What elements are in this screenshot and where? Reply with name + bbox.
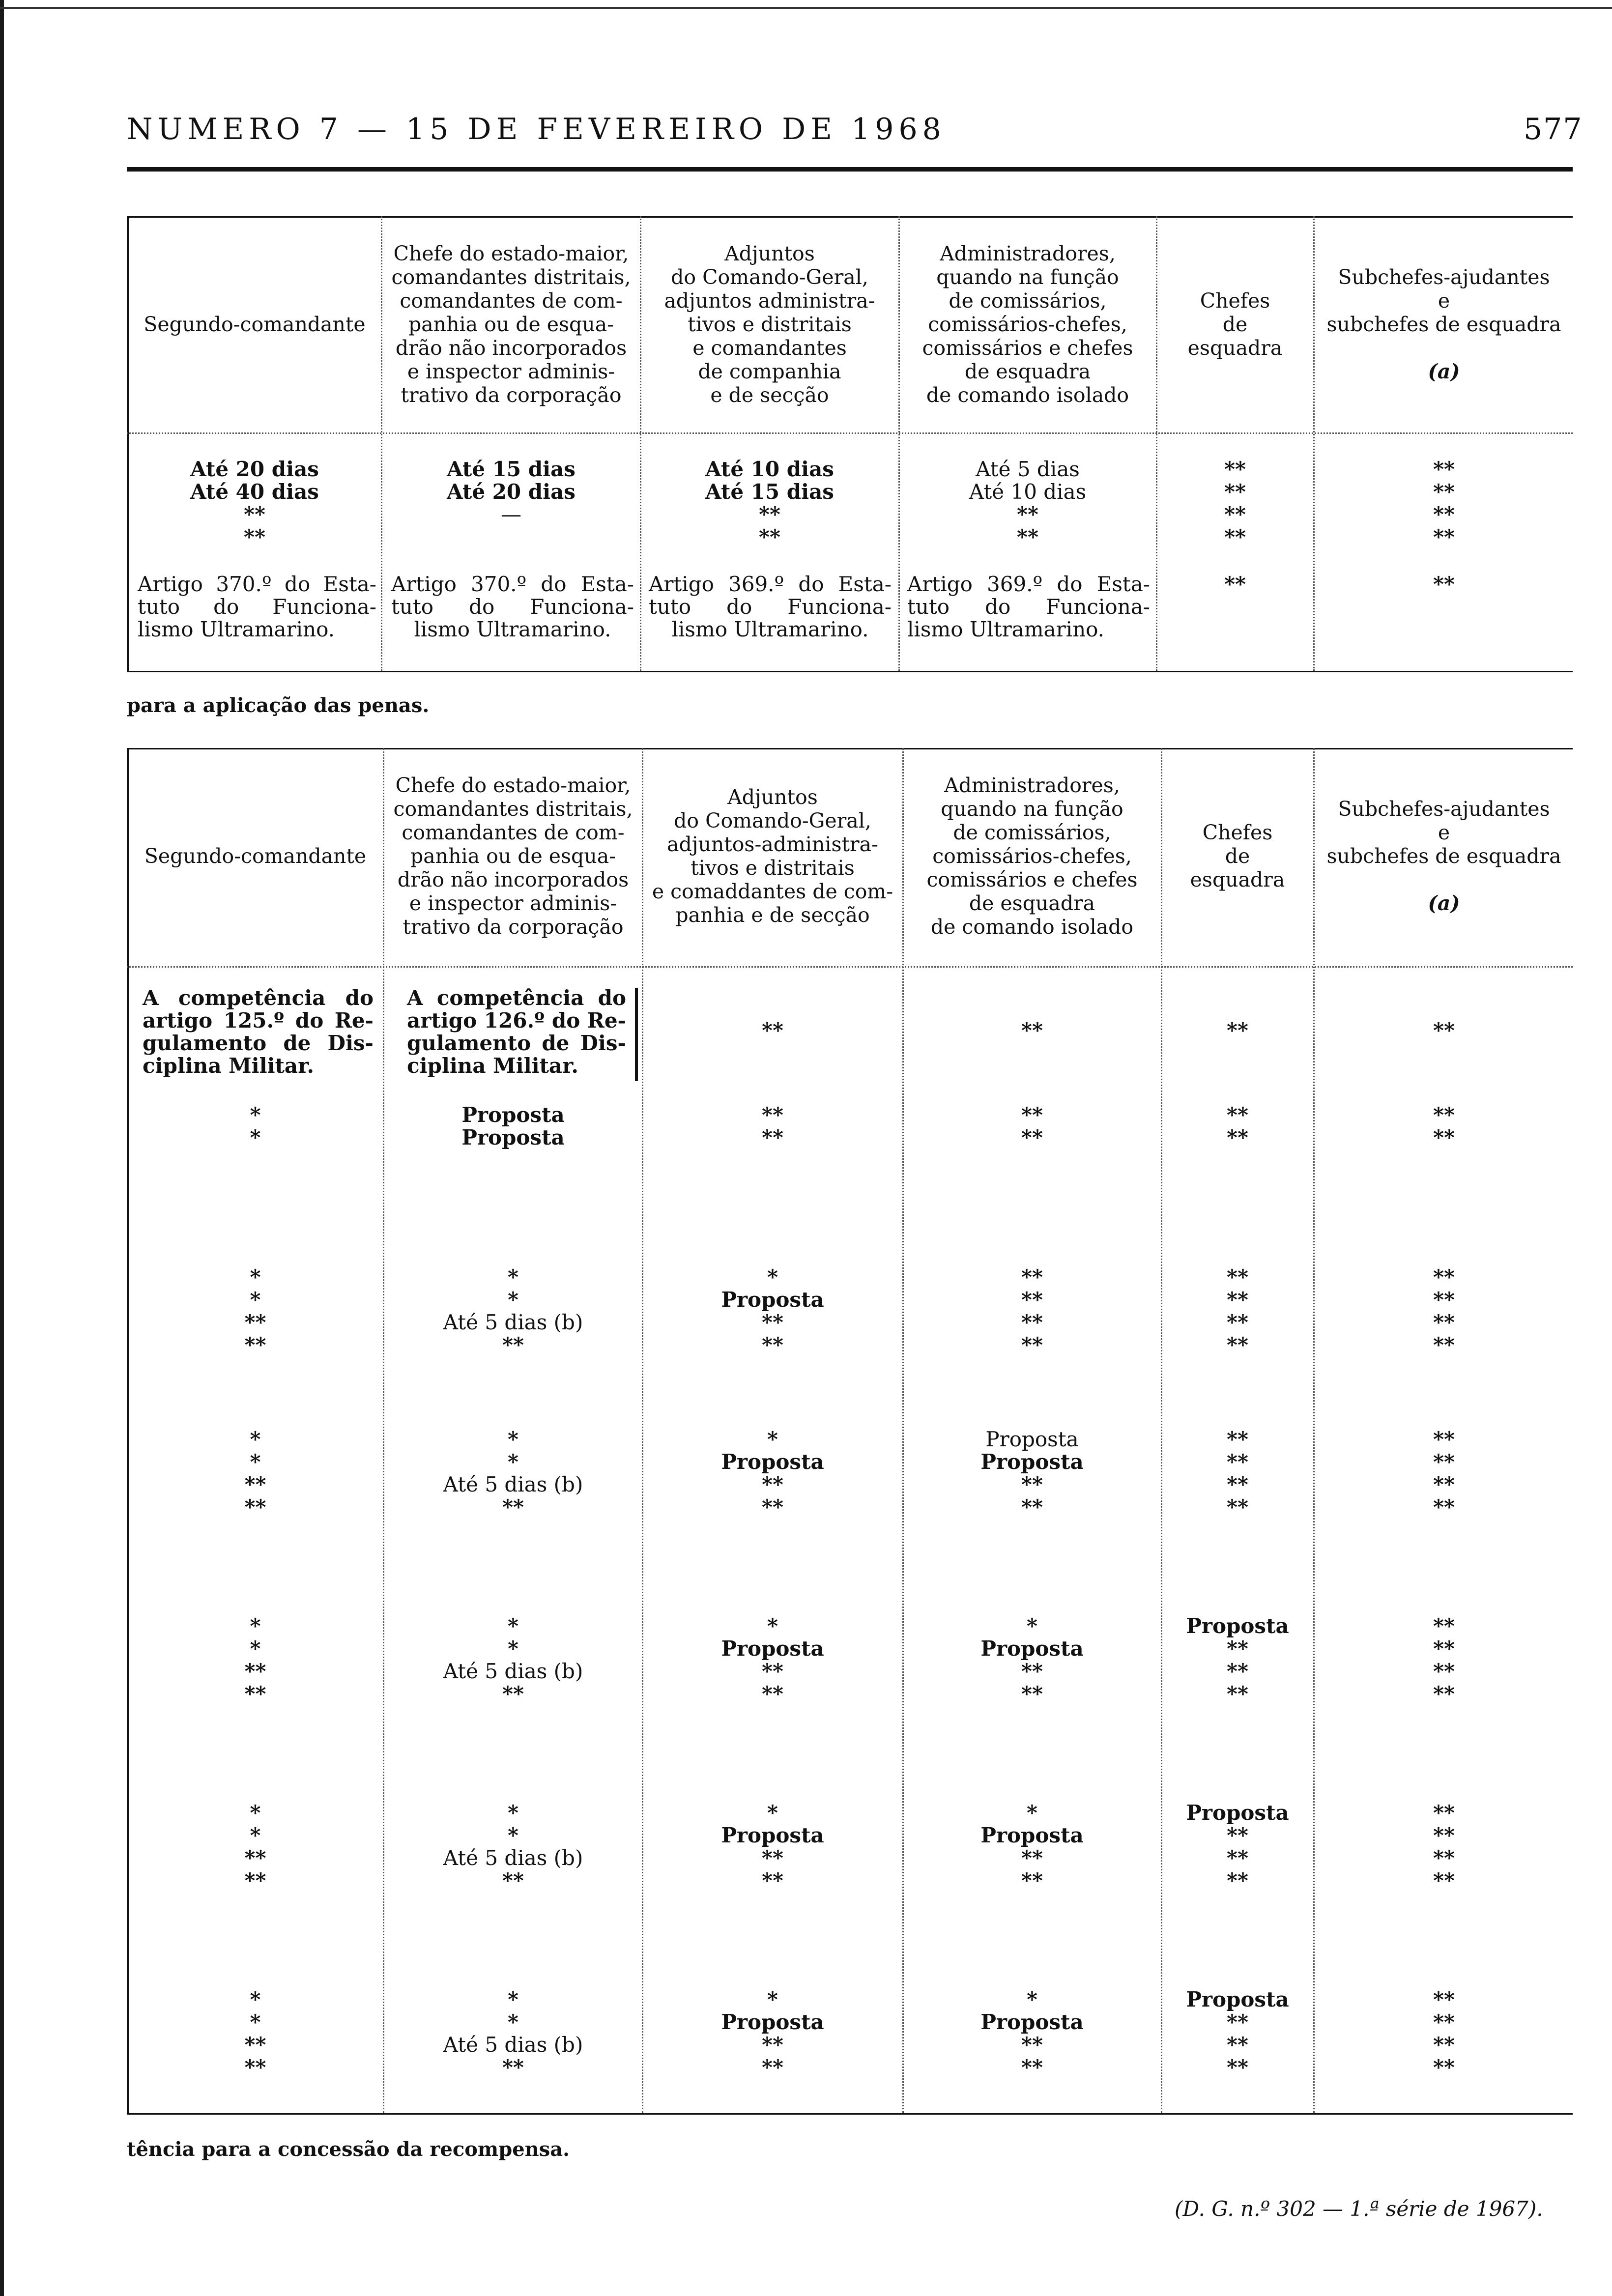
table2-cell: ** ** ** ** bbox=[1433, 1987, 1455, 2079]
table2-cell: Proposta ** ** ** bbox=[1186, 1987, 1289, 2079]
table1-cell: Até 10 dias Até 15 dias ** ** bbox=[705, 457, 834, 549]
table2-cell: ** ** ** ** bbox=[1227, 1265, 1248, 1357]
table2-header-separator bbox=[127, 966, 1573, 968]
col-divider bbox=[1313, 748, 1315, 2113]
table2-cell: ** bbox=[762, 1018, 783, 1042]
table2-cell: * * Até 5 dias (b) ** bbox=[443, 1987, 583, 2079]
table2-header-segundo-comandante: Segundo-comandante bbox=[144, 844, 367, 868]
table1-cell: Artigo 369.º do Esta- tuto do Funciona- lismo Ultramarino. bbox=[649, 572, 892, 641]
table2-cell: Proposta ** ** ** bbox=[1186, 1614, 1289, 1706]
table2-cell: * * Até 5 dias (b) ** bbox=[443, 1427, 583, 1519]
table2-cell: * * ** ** bbox=[244, 1265, 266, 1357]
table1-top-rule bbox=[127, 216, 1573, 218]
table1-cell: Artigo 370.º do Esta- tuto do Funciona- lismo Ultramarino. bbox=[391, 572, 634, 641]
table2-header-adjuntos: Adjuntos do Comando-Geral, adjuntos-administra- tivos e distritais e comaddantes de com- panhia e de secção bbox=[652, 785, 893, 927]
table2-cell: ** ** ** ** bbox=[1433, 1427, 1455, 1519]
table2-cell: * * ** ** bbox=[244, 1614, 266, 1706]
table2-cell: A competência do artigo 126.º do Re- gulamento de Dis- ciplina Militar. bbox=[407, 986, 626, 1078]
table1-bottom-rule bbox=[127, 671, 1573, 672]
col-divider bbox=[642, 748, 643, 2113]
table2-cell: * * Até 5 dias (b) ** bbox=[443, 1614, 583, 1706]
table2-cell: Proposta ** ** ** bbox=[1186, 1801, 1289, 1893]
table2-cell: ** bbox=[1433, 1018, 1455, 1042]
table1-cell: Até 15 dias Até 20 dias — bbox=[447, 457, 576, 526]
table1-cell: ** ** ** ** bbox=[1224, 457, 1246, 549]
table2-cell: ** ** ** ** bbox=[1433, 1614, 1455, 1706]
table2-cell: * Proposta ** ** bbox=[980, 1614, 1084, 1706]
table2-cell: * * Até 5 dias (b) ** bbox=[443, 1265, 583, 1357]
table2-cell: * * ** ** bbox=[244, 1987, 266, 2079]
col-divider bbox=[383, 748, 384, 2113]
table1-header-adjuntos: Adjuntos do Comando-Geral, adjuntos administra- tivos e distritais e comandantes de companhia e de secção bbox=[664, 242, 875, 407]
table1-header-administradores: Administradores, quando na função de comissários, comissários-chefes, comissários e chefes de esquadra de comando isolado bbox=[922, 242, 1133, 407]
table1-cell: Até 5 dias Até 10 dias ** ** bbox=[969, 457, 1087, 549]
table2-cell: ** ** ** ** bbox=[1227, 1427, 1248, 1519]
table2-cell: * Proposta ** ** bbox=[721, 1427, 824, 1519]
source-citation: (D. G. n.º 302 — 1.ª série de 1967). bbox=[1175, 2197, 1543, 2221]
table2-cell: ** bbox=[1021, 1018, 1043, 1042]
table2-cell: * Proposta ** ** bbox=[721, 1987, 824, 2079]
table2-header-subchefes: Subchefes-ajudantes e subchefes de esquadra (a) bbox=[1326, 797, 1561, 915]
table2-cell: ** ** bbox=[1021, 1103, 1043, 1149]
table2-cell: ** ** ** ** bbox=[1433, 1801, 1455, 1893]
table1-cell: Até 20 dias Até 40 dias ** ** bbox=[190, 457, 319, 549]
col-divider bbox=[902, 748, 904, 2113]
col-divider bbox=[1156, 216, 1157, 671]
table2-cell: ** ** bbox=[762, 1103, 783, 1149]
header-rule bbox=[127, 167, 1573, 172]
table1-header-segundo-comandante: Segundo-comandante bbox=[144, 313, 366, 336]
table2-cell: ** ** bbox=[1227, 1103, 1248, 1149]
col-divider bbox=[640, 216, 641, 671]
table2-cell: A competência do artigo 125.º do Re- gulamento de Dis- ciplina Militar. bbox=[143, 986, 374, 1078]
col-divider bbox=[1161, 748, 1162, 2113]
table2-cell: * * ** ** bbox=[244, 1801, 266, 1893]
table2-cell: Proposta Proposta bbox=[461, 1103, 565, 1149]
page-top-edge bbox=[0, 7, 1612, 9]
table1-footnote: para a aplicação das penas. bbox=[127, 694, 430, 717]
table1-cell: Artigo 370.º do Esta- tuto do Funciona- lismo Ultramarino. bbox=[138, 572, 376, 641]
table1-header-subchefes: Subchefes-ajudantes e subchefes de esquadra (a) bbox=[1326, 265, 1561, 383]
table2-cell: * Proposta ** ** bbox=[721, 1265, 824, 1357]
table1-header-chefe-estado-maior: Chefe do estado-maior, comandantes distritais, comandantes de com- panhia ou de esqua- drão não incorporados e inspector adminis- trativo da corporação bbox=[391, 242, 631, 407]
page-header-title: NUMERO 7 — 15 DE FEVEREIRO DE 1968 bbox=[127, 112, 946, 146]
table2-cell: * * ** ** bbox=[244, 1427, 266, 1519]
table1-cell: ** bbox=[1433, 572, 1455, 596]
table2-cell: * Proposta ** ** bbox=[721, 1614, 824, 1706]
table2-bottom-rule bbox=[127, 2113, 1573, 2115]
col-divider bbox=[1313, 216, 1315, 671]
table2-cell: * Proposta ** ** bbox=[980, 1801, 1084, 1893]
table2-top-rule bbox=[127, 748, 1573, 749]
table2-cell: Proposta Proposta ** ** bbox=[980, 1427, 1084, 1519]
table2-footnote: tência para a concessão da recompensa. bbox=[127, 2138, 570, 2161]
page-number: 577 bbox=[1524, 112, 1583, 146]
table1-header-chefes-esquadra: Chefes de esquadra bbox=[1187, 289, 1283, 360]
col-divider bbox=[898, 216, 900, 671]
table1-header-separator bbox=[127, 432, 1573, 434]
table2-header-administradores: Administradores, quando na função de comissários, comissários-chefes, comissários e chefes de esquadra de comando isolado bbox=[926, 774, 1138, 939]
table2-cell: ** bbox=[1227, 1018, 1248, 1042]
page-edge bbox=[0, 0, 4, 2296]
table2-cell: * Proposta ** ** bbox=[721, 1801, 824, 1893]
table1-cell: ** bbox=[1224, 572, 1246, 596]
table2-cell: * Proposta ** ** bbox=[980, 1987, 1084, 2079]
table2-cell: * * bbox=[250, 1103, 261, 1149]
table2-header-chefes-esquadra: Chefes de esquadra bbox=[1190, 821, 1285, 891]
table2-cell: ** ** ** ** bbox=[1021, 1265, 1043, 1357]
col-divider bbox=[381, 216, 382, 671]
bracket bbox=[635, 988, 638, 1081]
table1-cell: ** ** ** ** bbox=[1433, 457, 1455, 549]
table2-cell: ** ** ** ** bbox=[1433, 1265, 1455, 1357]
table2-cell: ** ** bbox=[1433, 1103, 1455, 1149]
table2-cell: * * Até 5 dias (b) ** bbox=[443, 1801, 583, 1893]
table1-cell: Artigo 369.º do Esta- tuto do Funciona- lismo Ultramarino. bbox=[907, 572, 1150, 641]
table2-header-chefe-estado-maior: Chefe do estado-maior, comandantes distritais, comandantes de com- panhia ou de esqua- drão não incorporados e inspector adminis- trativo da corporação bbox=[393, 774, 633, 939]
